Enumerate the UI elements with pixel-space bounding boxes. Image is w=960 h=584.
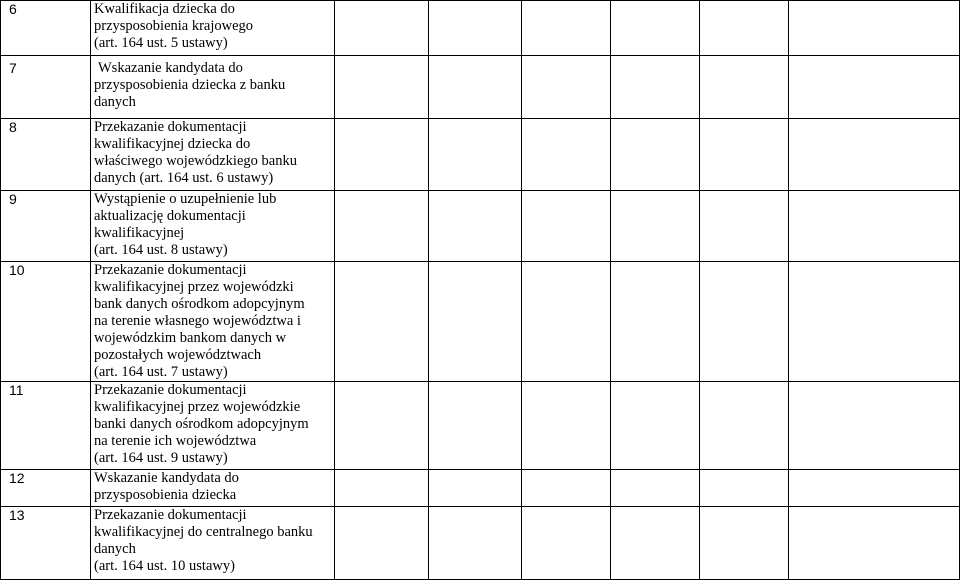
empty-cell xyxy=(429,507,522,580)
description-line: kwalifikacyjnej xyxy=(94,225,185,241)
description-line: bank danych ośrodkom adopcyjnym xyxy=(94,296,305,312)
description-line: pozostałych województwach xyxy=(94,347,262,363)
empty-cell xyxy=(335,262,429,382)
empty-cell xyxy=(335,382,429,470)
row-description xyxy=(91,470,335,507)
table-row xyxy=(1,262,960,382)
empty-cell xyxy=(522,382,611,470)
empty-cell xyxy=(700,191,789,262)
empty-cell xyxy=(700,382,789,470)
row-number: 13 xyxy=(1,507,91,580)
description-line: wojewódzkim bankom danych w xyxy=(94,330,287,346)
table-row xyxy=(1,470,960,507)
empty-cell xyxy=(429,119,522,191)
empty-cell xyxy=(700,262,789,382)
description-line: (art. 164 ust. 5 ustawy) xyxy=(94,35,228,51)
description-line: Przekazanie dokumentacji xyxy=(94,119,247,135)
row-description xyxy=(91,56,335,119)
empty-cell xyxy=(611,56,700,119)
row-number: 11 xyxy=(1,382,91,470)
description-line: aktualizację dokumentacji xyxy=(94,208,246,224)
description-line: (art. 164 ust. 7 ustawy) xyxy=(94,364,228,380)
description-line: Przekazanie dokumentacji xyxy=(94,262,247,278)
empty-cell xyxy=(789,262,960,382)
empty-cell xyxy=(335,191,429,262)
empty-cell xyxy=(789,1,960,56)
description-line: właściwego wojewódzkiego banku xyxy=(94,153,297,169)
empty-cell xyxy=(611,191,700,262)
table-row xyxy=(1,119,960,191)
empty-cell xyxy=(335,1,429,56)
empty-cell xyxy=(700,507,789,580)
description-line: danych xyxy=(94,541,136,557)
description-line: na terenie własnego województwa i xyxy=(94,313,301,329)
empty-cell xyxy=(429,470,522,507)
description-line: Przekazanie dokumentacji xyxy=(94,382,247,398)
empty-cell xyxy=(522,262,611,382)
empty-cell xyxy=(522,119,611,191)
row-number: 8 xyxy=(1,119,91,191)
description-line: przysposobienia dziecka xyxy=(94,487,237,503)
table-row xyxy=(1,56,960,119)
row-description xyxy=(91,1,335,56)
row-number: 6 xyxy=(1,1,91,56)
table-row xyxy=(1,507,960,580)
description-line: Wskazanie kandydata do xyxy=(98,60,243,76)
empty-cell xyxy=(429,191,522,262)
table-row xyxy=(1,382,960,470)
empty-cell xyxy=(429,262,522,382)
row-description xyxy=(91,119,335,191)
description-line: przysposobienia dziecka z banku xyxy=(94,77,286,93)
row-number: 9 xyxy=(1,191,91,262)
empty-cell xyxy=(522,470,611,507)
empty-cell xyxy=(335,470,429,507)
description-line: kwalifikacyjnej przez wojewódzkie xyxy=(94,399,301,415)
empty-cell xyxy=(611,382,700,470)
empty-cell xyxy=(522,191,611,262)
empty-cell xyxy=(700,1,789,56)
row-number: 12 xyxy=(1,470,91,507)
description-line: banki danych ośrodkom adopcyjnym xyxy=(94,416,309,432)
empty-cell xyxy=(700,56,789,119)
empty-cell xyxy=(611,262,700,382)
table-row xyxy=(1,191,960,262)
table-row xyxy=(1,1,960,56)
description-line: (art. 164 ust. 9 ustawy) xyxy=(94,450,228,466)
row-description xyxy=(91,191,335,262)
empty-cell xyxy=(335,56,429,119)
row-number: 10 xyxy=(1,262,91,382)
empty-cell xyxy=(611,119,700,191)
empty-cell xyxy=(522,1,611,56)
description-line: (art. 164 ust. 8 ustawy) xyxy=(94,242,228,258)
empty-cell xyxy=(789,382,960,470)
row-number: 7 xyxy=(1,56,91,119)
empty-cell xyxy=(611,1,700,56)
description-line: na terenie ich województwa xyxy=(94,433,257,449)
description-line: kwalifikacyjnej przez wojewódzki xyxy=(94,279,294,295)
description-line: (art. 164 ust. 10 ustawy) xyxy=(94,558,235,574)
description-line: przysposobienia krajowego xyxy=(94,18,254,34)
empty-cell xyxy=(429,1,522,56)
row-description xyxy=(91,382,335,470)
empty-cell xyxy=(700,119,789,191)
description-line: Kwalifikacja dziecka do xyxy=(94,1,235,17)
empty-cell xyxy=(429,382,522,470)
empty-cell xyxy=(522,507,611,580)
description-line: danych xyxy=(94,94,136,110)
empty-cell xyxy=(522,56,611,119)
description-line: Przekazanie dokumentacji xyxy=(94,507,247,523)
empty-cell xyxy=(700,470,789,507)
description-line: Wskazanie kandydata do xyxy=(94,470,239,486)
empty-cell xyxy=(789,56,960,119)
description-line: Wystąpienie o uzupełnienie lub xyxy=(94,191,277,207)
description-line: danych (art. 164 ust. 6 ustawy) xyxy=(94,170,274,186)
empty-cell xyxy=(335,507,429,580)
empty-cell xyxy=(789,119,960,191)
empty-cell xyxy=(789,507,960,580)
empty-cell xyxy=(789,191,960,262)
description-line: kwalifikacyjnej do centralnego banku xyxy=(94,524,313,540)
empty-cell xyxy=(335,119,429,191)
empty-cell xyxy=(611,507,700,580)
row-description xyxy=(91,507,335,580)
empty-cell xyxy=(429,56,522,119)
empty-cell xyxy=(611,470,700,507)
empty-cell xyxy=(789,470,960,507)
description-line: kwalifikacyjnej dziecka do xyxy=(94,136,251,152)
row-description xyxy=(91,262,335,382)
